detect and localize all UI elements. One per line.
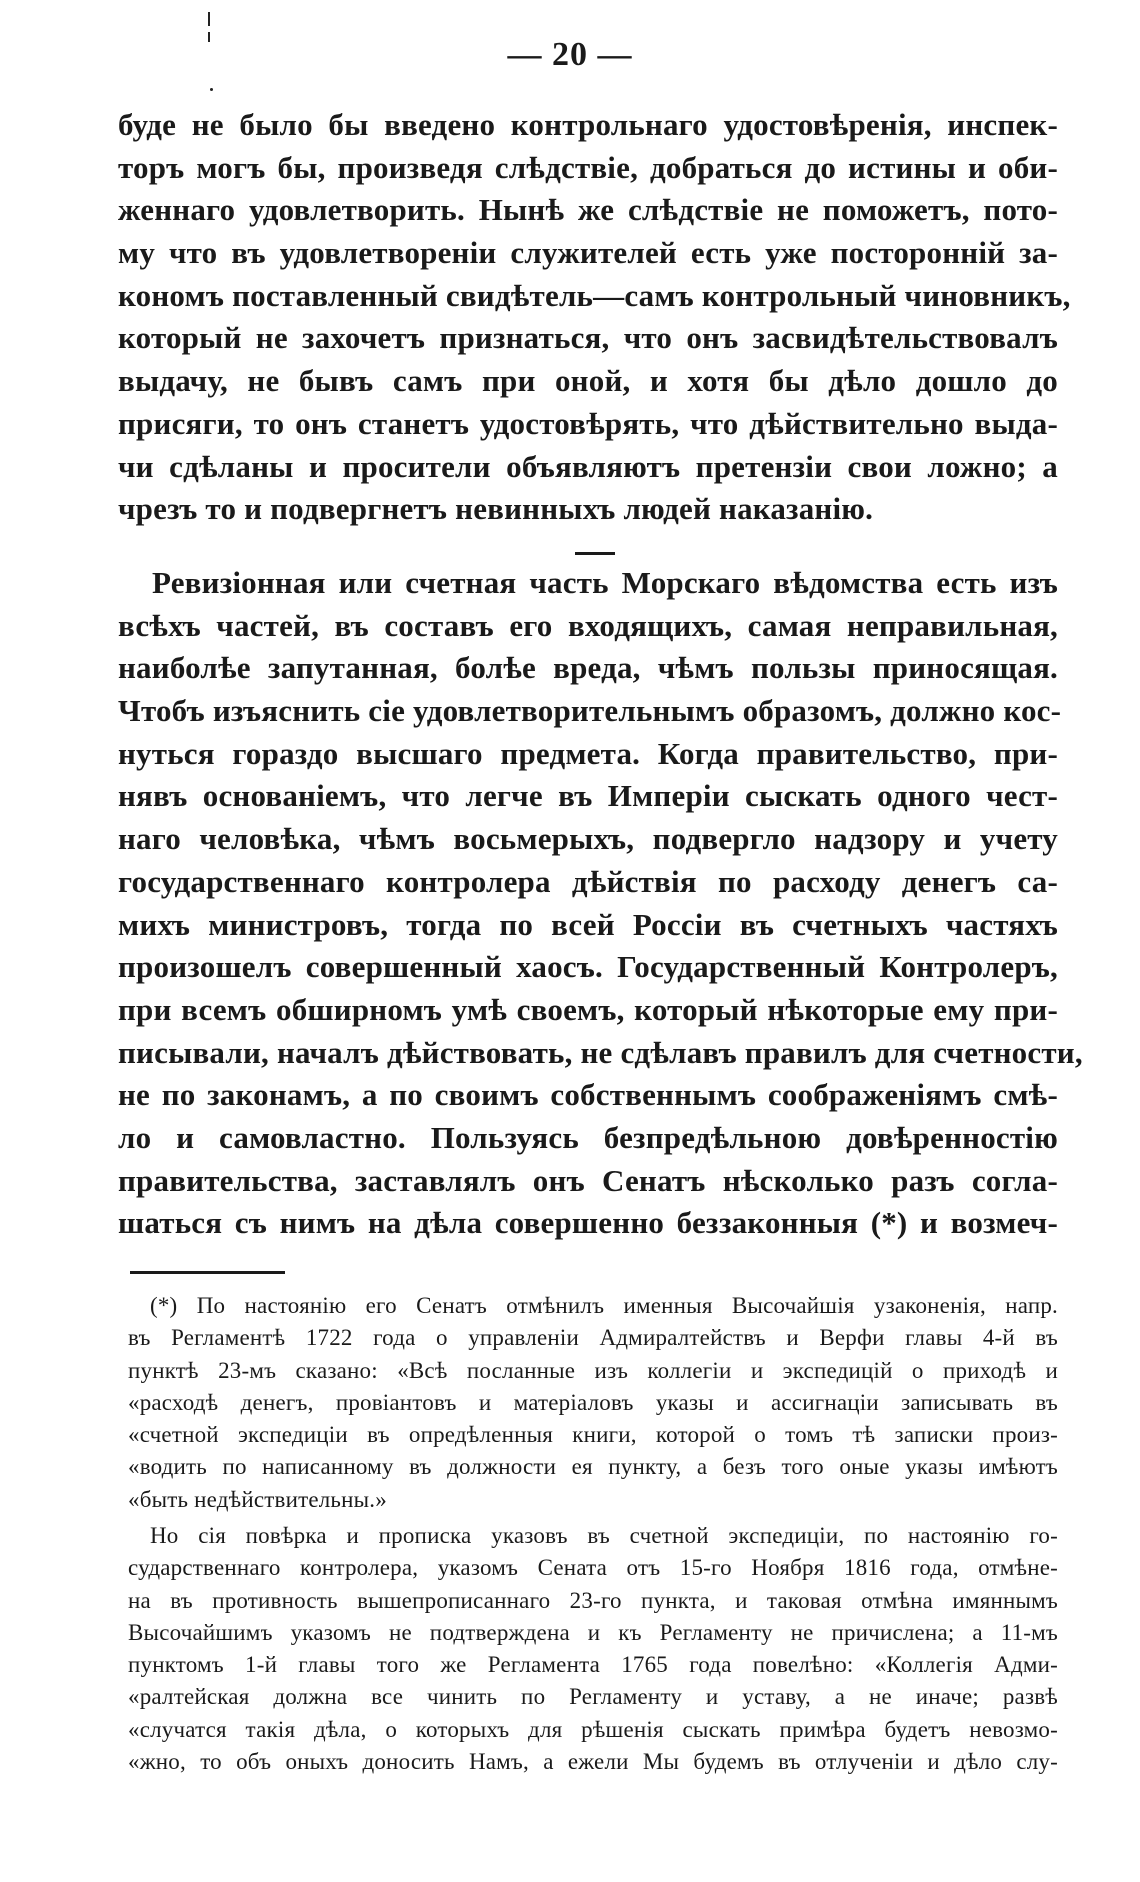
text-line: женнаго удовлетворить. Нынѣ же слѣдствіе не поможетъ, пото- xyxy=(118,192,1058,228)
footnote-line: въ Регламентѣ 1722 года о управленіи Адмиралтействъ и Верфи главы 4-й въ xyxy=(128,1325,1058,1351)
footnote-line: Но сія повѣрка и прописка указовъ въ счетной экспедиціи, по настоянію го- xyxy=(150,1523,1058,1548)
paragraph-1 xyxy=(118,104,1071,531)
text-line: при всемъ обширномъ умѣ своемъ, который нѣкоторые ему при- xyxy=(118,991,1058,1027)
footnote-line: «расходѣ денегъ, провіантовъ и матеріаловъ указы и ассигнаціи записывать въ xyxy=(128,1389,1058,1415)
text-line: не по законамъ, а по своимъ собственнымъ соображеніямъ смѣ- xyxy=(118,1077,1058,1113)
text-line: наго человѣка, чѣмъ восьмерыхъ, подвергло надзору и учету xyxy=(118,821,1058,857)
text-line: нуться гораздо высшаго предмета. Когда правительство, при- xyxy=(118,735,1058,771)
footnote-1 xyxy=(128,1290,1058,1516)
margin-mark xyxy=(208,12,210,26)
footnote-line: «водить по написанному въ должности ея пункту, а безъ того оные указы имѣютъ xyxy=(128,1454,1058,1480)
footnote-line: на въ противность вышепрописаннаго 23-го пункта, и таковая отмѣна имяннымъ xyxy=(128,1587,1058,1613)
footnote-line: «быть недѣйствительны.» xyxy=(128,1486,387,1512)
section-separator xyxy=(575,552,615,555)
text-line: чи сдѣланы и просители объявляютъ претензіи свои ложно; а xyxy=(118,448,1058,484)
footnote-line: пунктомъ 1-й главы того же Регламента 1765 года повелѣно: «Коллегія Адми- xyxy=(128,1652,1058,1678)
text-line: кономъ поставленный свидѣтель—самъ контрольный чиновникъ, xyxy=(118,277,1071,313)
footnote-line: «жно, то объ оныхъ доносить Намъ, а ежели Мы будемъ въ отлученіи и дѣло слу- xyxy=(128,1749,1058,1775)
text-line: ло и самовластно. Пользуясь безпредѣльною довѣренностію xyxy=(118,1119,1058,1155)
text-line: му что въ удовлетвореніи служителей есть уже посторонній за- xyxy=(118,235,1058,271)
footnote-line: (*) По настоянію его Сенатъ отмѣнилъ именныя Высочайшія узаконенія, напр. xyxy=(150,1293,1058,1318)
footnote-rule xyxy=(130,1271,285,1274)
footnote-line: «счетной экспедиціи въ опредѣленныя книги, которой о томъ тѣ записки произ- xyxy=(128,1422,1058,1448)
page-number: — 20 — xyxy=(507,36,633,73)
text-line: всѣхъ частей, въ составъ его входящихъ, самая неправильная, xyxy=(118,607,1058,643)
footnote-line: «ралтейская должна все чинить по Регламенту и уставу, а не иначе; развѣ xyxy=(128,1684,1058,1710)
footnote-2 xyxy=(128,1520,1058,1778)
text-line: выдачу, не бывъ самъ при оной, и хотя бы дѣло дошло до xyxy=(118,363,1058,399)
text-line: который не захочетъ признаться, что онъ засвидѣтельствовалъ xyxy=(118,320,1058,356)
margin-mark xyxy=(210,88,213,91)
text-line: правительства, заставлялъ онъ Сенатъ нѣсколько разъ согла- xyxy=(118,1162,1058,1198)
text-line: чрезъ то и подвергнетъ невинныхъ людей наказанію. xyxy=(118,491,874,527)
text-line: михъ министровъ, тогда по всей Россіи въ счетныхъ частяхъ xyxy=(118,906,1058,942)
text-line: буде не было бы введено контрольнаго удостовѣренія, инспек- xyxy=(118,107,1058,142)
text-line: Ревизіонная или счетная часть Морскаго вѣдомства есть изъ xyxy=(152,565,1058,600)
footnote-line: Высочайшимъ указомъ не подтверждена и къ Регламенту не причислена; а 11-мъ xyxy=(128,1619,1058,1645)
text-line: государственнаго контролера дѣйствія по расходу денегъ са- xyxy=(118,863,1058,899)
text-line: писывали, началъ дѣйствовать, не сдѣлавъ правилъ для счетности, xyxy=(118,1034,1083,1070)
text-line: произошелъ совершенный хаосъ. Государственный Контролеръ, xyxy=(118,949,1058,985)
text-line: присяги, то онъ станетъ удостовѣрять, что дѣйствительно выда- xyxy=(118,405,1058,441)
text-line: торъ могъ бы, произведя слѣдствіе, добраться до истины и оби- xyxy=(118,149,1058,185)
text-line: шаться съ нимъ на дѣла совершенно беззаконныя (*) и возмеч- xyxy=(118,1205,1058,1241)
footnote-line: «случатся такія дѣла, о которыхъ для рѣшенія сыскать примѣра будетъ невозмо- xyxy=(128,1716,1058,1742)
text-line: наиболѣе запутанная, болѣе вреда, чѣмъ пользы приносящая. xyxy=(118,650,1058,686)
footnote-line: сударственнаго контролера, указомъ Сената отъ 15-го Ноября 1816 года, отмѣне- xyxy=(128,1555,1058,1581)
paragraph-2 xyxy=(118,562,1083,1245)
text-line: нявъ основаніемъ, что легче въ Имперіи сыскать одного чест- xyxy=(118,778,1058,814)
text-line: Чтобъ изъяснить сіе удовлетворительнымъ образомъ, должно кос- xyxy=(118,693,1062,729)
footnote-line: пунктѣ 23-мъ сказано: «Всѣ посланные изъ коллегіи и экспедицій о приходѣ и xyxy=(128,1357,1058,1383)
